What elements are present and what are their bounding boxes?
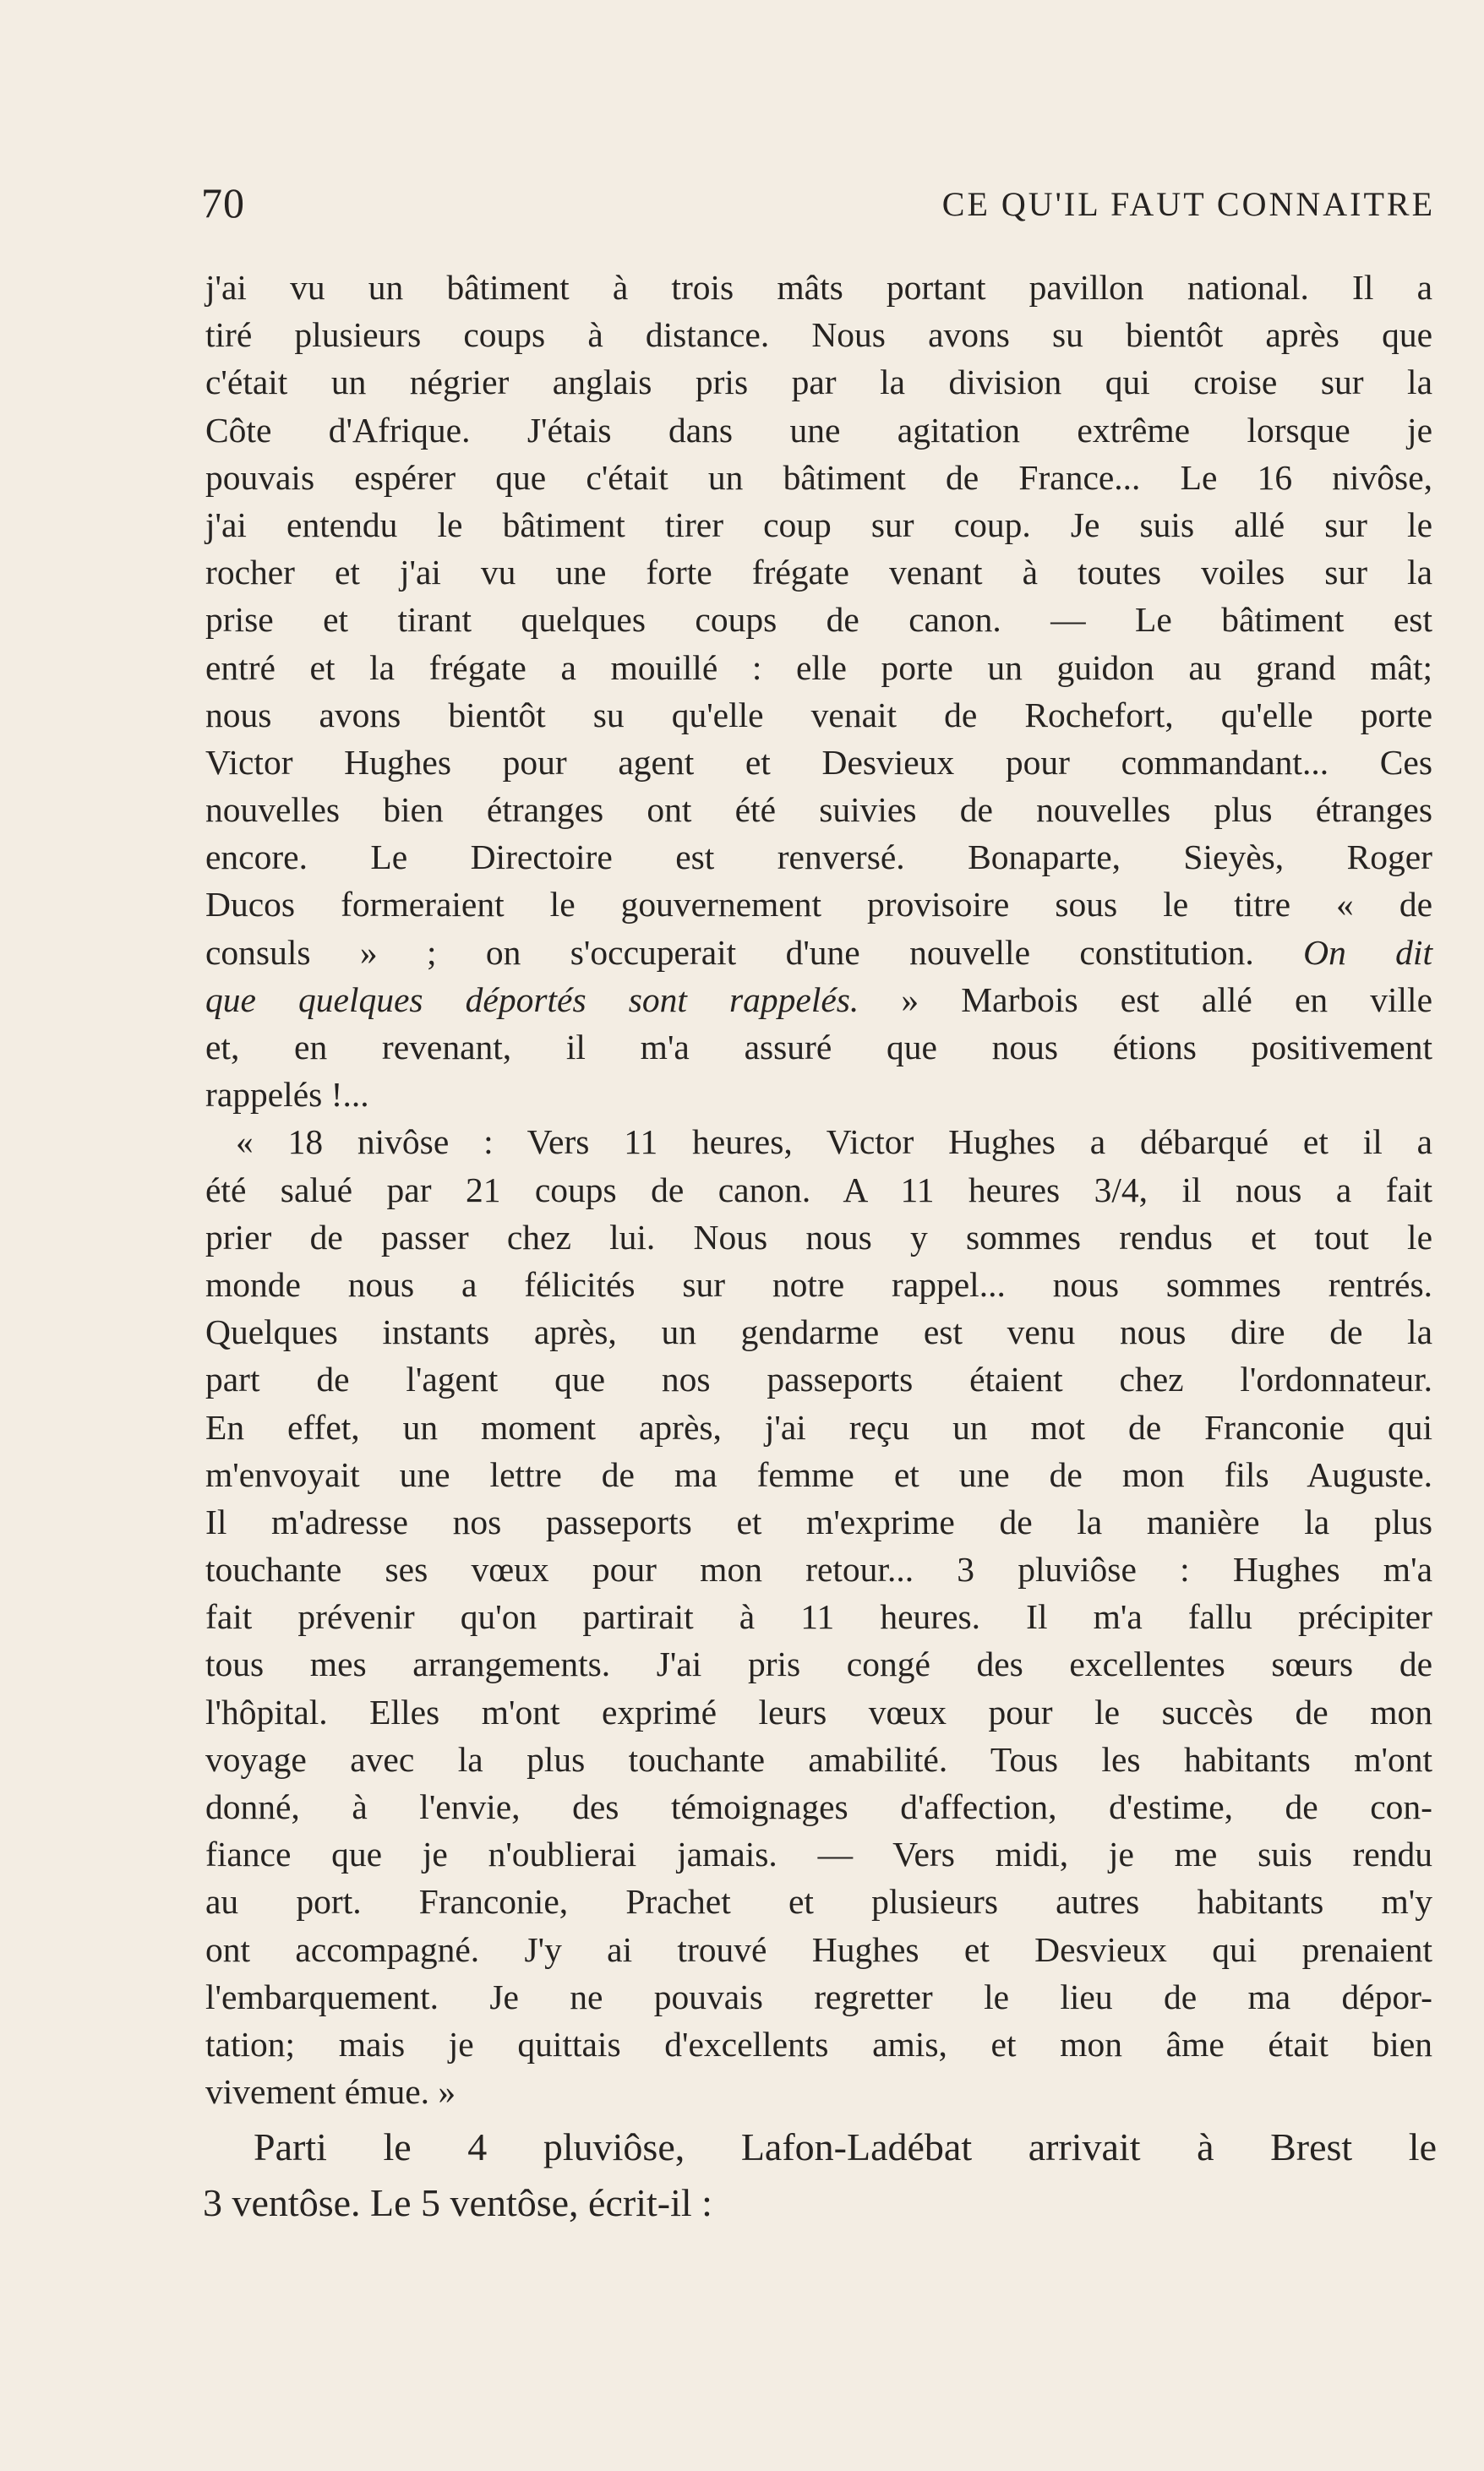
text-line-tail: » Marbois est allé en ville	[859, 979, 1432, 1019]
page-number: 70	[201, 179, 245, 226]
text-line: Quelques instants après, un gendarme est venu nous dire de la	[205, 1312, 1432, 1352]
closing-paragraph	[203, 2119, 1437, 2231]
text-line: j'ai vu un bâtiment à trois mâts portant pavillon national. Il a	[205, 268, 1432, 307]
text-line: tous mes arrangements. J'ai pris congé des excellentes sœurs de	[205, 1645, 1432, 1684]
text-line: prier de passer chez lui. Nous nous y sommes rendus et tout le	[205, 1217, 1432, 1257]
text-line: donné, à l'envie, des témoignages d'affection, d'estime, de con-	[205, 1787, 1432, 1826]
text-line: l'hôpital. Elles m'ont exprimé leurs vœux pour le succès de mon	[205, 1692, 1432, 1732]
text-line: nouvelles bien étranges ont été suivies de nouvelles plus étranges	[205, 790, 1432, 830]
text-line: entré et la frégate a mouillé : elle porte un guidon au grand mât;	[205, 647, 1432, 687]
text-line: part de l'agent que nos passeports étaient chez l'ordonnateur.	[205, 1360, 1432, 1399]
text-line: rocher et j'ai vu une forte frégate venant à toutes voiles sur la	[205, 553, 1432, 592]
text-line: tiré plusieurs coups à distance. Nous avons su bientôt après que	[205, 315, 1432, 355]
text-line: touchante ses vœux pour mon retour... 3 pluviôse : Hughes m'a	[205, 1550, 1432, 1590]
text-line-start: consuls » ; on s'occuperait d'une nouvelle constitution.	[205, 932, 1304, 972]
text-line: Côte d'Afrique. J'étais dans une agitation extrême lorsque je	[205, 410, 1432, 450]
text-line: m'envoyait une lettre de ma femme et une de mon fils Auguste.	[205, 1454, 1432, 1494]
italic-phrase: On dit	[1303, 932, 1432, 972]
text-line: au port. Franconie, Prachet et plusieurs autres habitants m'y	[205, 1882, 1432, 1922]
text-line: encore. Le Directoire est renversé. Bonaparte, Sieyès, Roger	[205, 837, 1432, 877]
text-line: 3 ventôse. Le 5 ventôse, écrit-il :	[203, 2181, 712, 2224]
running-title: CE QU'IL FAUT CONNAITRE	[941, 185, 1435, 223]
text-line: Ducos formeraient le gouvernement provisoire sous le titre « de	[205, 885, 1432, 925]
text-line: Victor Hughes pour agent et Desvieux pour commandant... Ces	[205, 742, 1432, 782]
text-line	[205, 929, 1432, 976]
text-line: En effet, un moment après, j'ai reçu un mot de Franconie qui	[205, 1407, 1432, 1447]
body-text	[205, 264, 1432, 2115]
text-line: fiance que je n'oublierai jamais. — Vers midi, je me suis rendu	[205, 1835, 1432, 1874]
text-line: j'ai entendu le bâtiment tirer coup sur coup. Je suis allé sur le	[205, 505, 1432, 544]
text-line: c'était un négrier anglais pris par la division qui croise sur la	[205, 363, 1432, 402]
text-line: été salué par 21 coups de canon. A 11 heures 3/4, il nous a fait	[205, 1170, 1432, 1209]
text-line: ont accompagné. J'y ai trouvé Hughes et Desvieux qui prenaient	[205, 1929, 1432, 1969]
running-head	[201, 177, 1435, 228]
italic-phrase-cont: que quelques déportés sont rappelés.	[205, 979, 859, 1019]
text-line: nous avons bientôt su qu'elle venait de Rochefort, qu'elle porte	[205, 695, 1432, 734]
text-line: rappelés !...	[205, 1075, 369, 1115]
text-line	[205, 976, 1432, 1023]
text-line: tation; mais je quittais d'excellents amis, et mon âme était bien	[205, 2024, 1432, 2064]
text-line: Il m'adresse nos passeports et m'exprime de la manière la plus	[205, 1502, 1432, 1541]
text-line: voyage avec la plus touchante amabilité. Tous les habitants m'ont	[205, 1739, 1432, 1779]
text-line: pouvais espérer que c'était un bâtiment de France... Le 16 nivôse,	[205, 457, 1432, 497]
text-line: vivement émue. »	[205, 2072, 456, 2112]
text-line: l'embarquement. Je ne pouvais regretter le lieu de ma dépor-	[205, 1977, 1432, 2016]
text-line: monde nous a félicités sur notre rappel... nous sommes rentrés.	[205, 1264, 1432, 1304]
text-line: « 18 nivôse : Vers 11 heures, Victor Hughes a débarqué et il a	[236, 1122, 1432, 1162]
text-line: prise et tirant quelques coups de canon. — Le bâtiment est	[205, 600, 1432, 640]
text-line: fait prévenir qu'on partirait à 11 heures. Il m'a fallu précipiter	[205, 1597, 1432, 1637]
text-line: Parti le 4 pluviôse, Lafon-Ladébat arrivait à Brest le	[254, 2125, 1437, 2168]
text-line: et, en revenant, il m'a assuré que nous étions positivement	[205, 1028, 1432, 1066]
